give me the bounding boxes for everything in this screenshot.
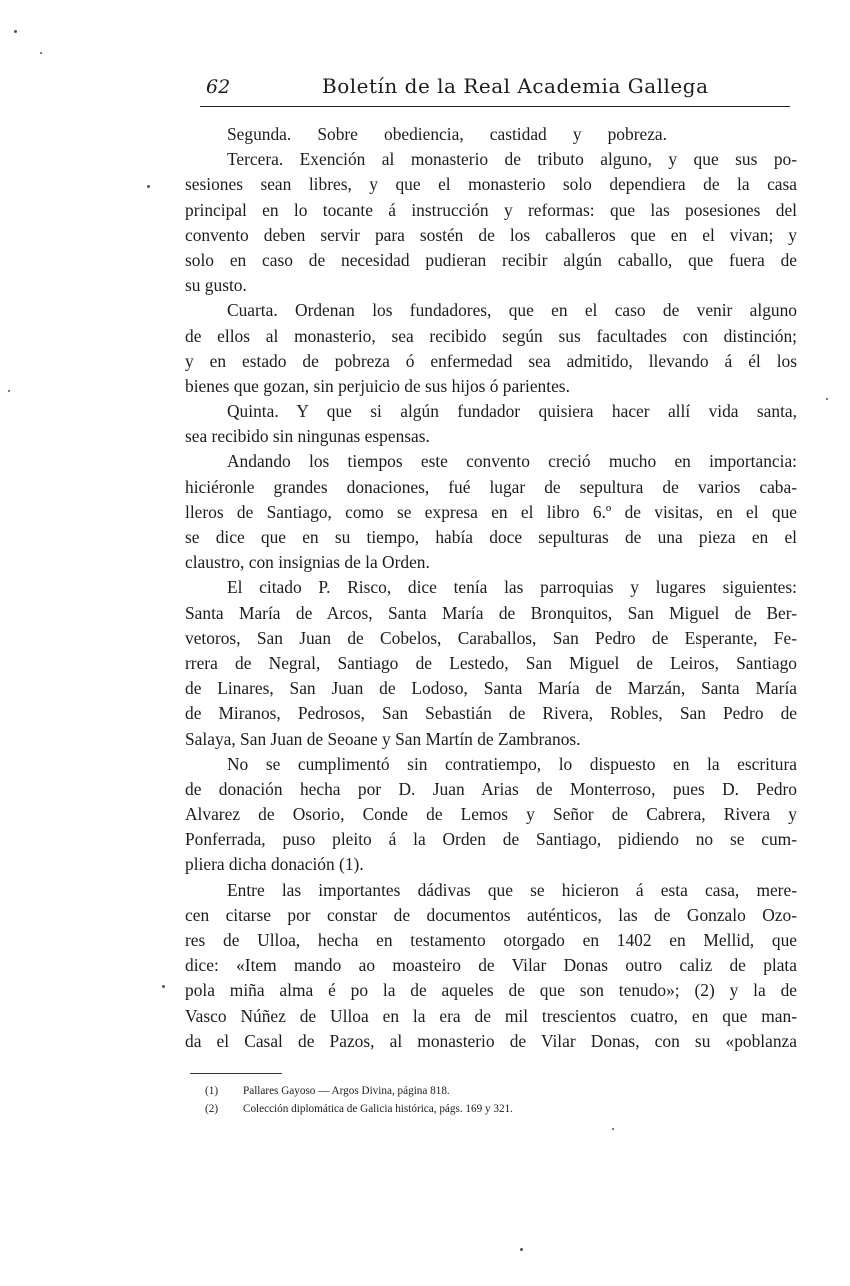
footnote-number: (1) (205, 1085, 219, 1097)
scan-speck (826, 398, 828, 400)
text-line: de donación hecha por D. Juan Arias de Monterroso, pues D. Pedro (185, 778, 797, 799)
text-line: lleros de Santiago, como se expresa en el libro 6.º de visitas, en el que (185, 501, 797, 522)
text-line: Andando los tiempos este convento creció mucho en importancia: (227, 451, 797, 472)
text-line: principal en lo tocante á instrucción y reformas: que las posesiones del (185, 199, 797, 220)
text-line: Tercera. Exención al monasterio de tributo alguno, y que sus po- (227, 149, 797, 170)
text-line: Santa María de Arcos, Santa María de Bronquitos, San Miguel de Ber- (185, 602, 797, 623)
text-line: de Linares, San Juan de Lodoso, Santa María de Marzán, Santa María (185, 678, 797, 699)
text-line: res de Ulloa, hecha en testamento otorgado en 1402 en Mellid, que (185, 930, 797, 950)
page-number: 62 (206, 76, 231, 98)
text-line: Segunda. Sobre obediencia, castidad y pobreza. (227, 124, 667, 144)
text-line: No se cumplimentó sin contratiempo, lo dispuesto en la escritura (227, 753, 797, 774)
scan-speck (520, 1248, 523, 1251)
footnote (205, 1082, 805, 1100)
footnote-text: Colección diplomática de Galicia histórica, págs. 169 y 321. (243, 1103, 513, 1115)
text-line: de Miranos, Pedrosos, San Sebastián de Rivera, Robles, San Pedro de (185, 703, 797, 724)
body-text (185, 122, 797, 1054)
footnote-divider (190, 1073, 282, 1074)
text-line: Alvarez de Osorio, Conde de Lemos y Señor de Cabrera, Rivera y (185, 804, 797, 825)
text-line: cen citarse por constar de documentos auténticos, las de Gonzalo Ozo- (185, 904, 797, 925)
footnote-text: Pallares Gayoso — Argos Divina, página 818. (243, 1085, 450, 1097)
scan-speck (147, 185, 150, 188)
text-line: El citado P. Risco, dice tenía las parroquias y lugares siguientes: (227, 577, 797, 598)
footnote-number: (2) (205, 1103, 219, 1115)
text-line: Vasco Núñez de Ulloa en la era de mil trescientos cuatro, en que man- (185, 1005, 797, 1026)
text-line: Cuarta. Ordenan los fundadores, que en el caso de venir alguno (227, 300, 797, 321)
page-header (200, 70, 790, 107)
footnote (205, 1100, 805, 1118)
text-line: hiciéronle grandes donaciones, fué lugar de sepultura de varios caba- (185, 476, 797, 497)
text-line: convento deben servir para sostén de los caballeros que en el vivan; y (185, 224, 797, 245)
text-line: da el Casal de Pazos, al monasterio de Vilar Donas, con su «poblanza (185, 1030, 797, 1051)
running-title: Boletín de la Real Academia Gallega (322, 74, 709, 98)
text-line: pliera dicha donación (1). (185, 854, 364, 875)
text-line: de ellos al monasterio, sea recibido según sus facultades con distinción; (185, 325, 797, 346)
text-line: y en estado de pobreza ó enfermedad sea admitido, llevando á él los (185, 350, 797, 371)
text-line: Entre las importantes dádivas que se hicieron á esta casa, mere- (227, 879, 797, 900)
text-line: sesiones sean libres, y que el monasterio solo dependiera de la casa (185, 174, 797, 195)
text-line: solo en caso de necesidad pudieran recibir algún caballo, que fuera de (185, 249, 797, 270)
scan-speck (8, 390, 10, 392)
text-line: vetoros, San Juan de Cobelos, Caraballos, San Pedro de Esperante, Fe- (185, 627, 797, 648)
text-line: su gusto. (185, 275, 247, 296)
text-line: se dice que en su tiempo, había doce sepulturas de una pieza en el (185, 527, 797, 547)
scan-speck (40, 52, 42, 54)
text-line: Quinta. Y que si algún fundador quisiera hacer allí vida santa, (227, 401, 797, 422)
scan-speck (162, 985, 165, 988)
footnotes (205, 1082, 805, 1118)
text-line: Salaya, San Juan de Seoane y San Martín de Zambranos. (185, 728, 581, 749)
scan-speck (14, 30, 17, 33)
text-line: rrera de Negral, Santiago de Lestedo, San Miguel de Leiros, Santiago (185, 652, 797, 673)
text-line: sea recibido sin ningunas espensas. (185, 426, 430, 447)
text-line: claustro, con insignias de la Orden. (185, 552, 430, 573)
text-line: bienes que gozan, sin perjuicio de sus hijos ó parientes. (185, 375, 570, 396)
scan-speck (612, 1128, 614, 1130)
text-line: Ponferrada, puso pleito á la Orden de Santiago, pidiendo no se cum- (185, 829, 797, 850)
text-line: pola miña alma é po la de aqueles de que son tenudo»; (2) y la de (185, 980, 797, 1001)
text-line: dice: «Item mando ao moasteiro de Vilar Donas outro caliz de plata (185, 955, 797, 976)
